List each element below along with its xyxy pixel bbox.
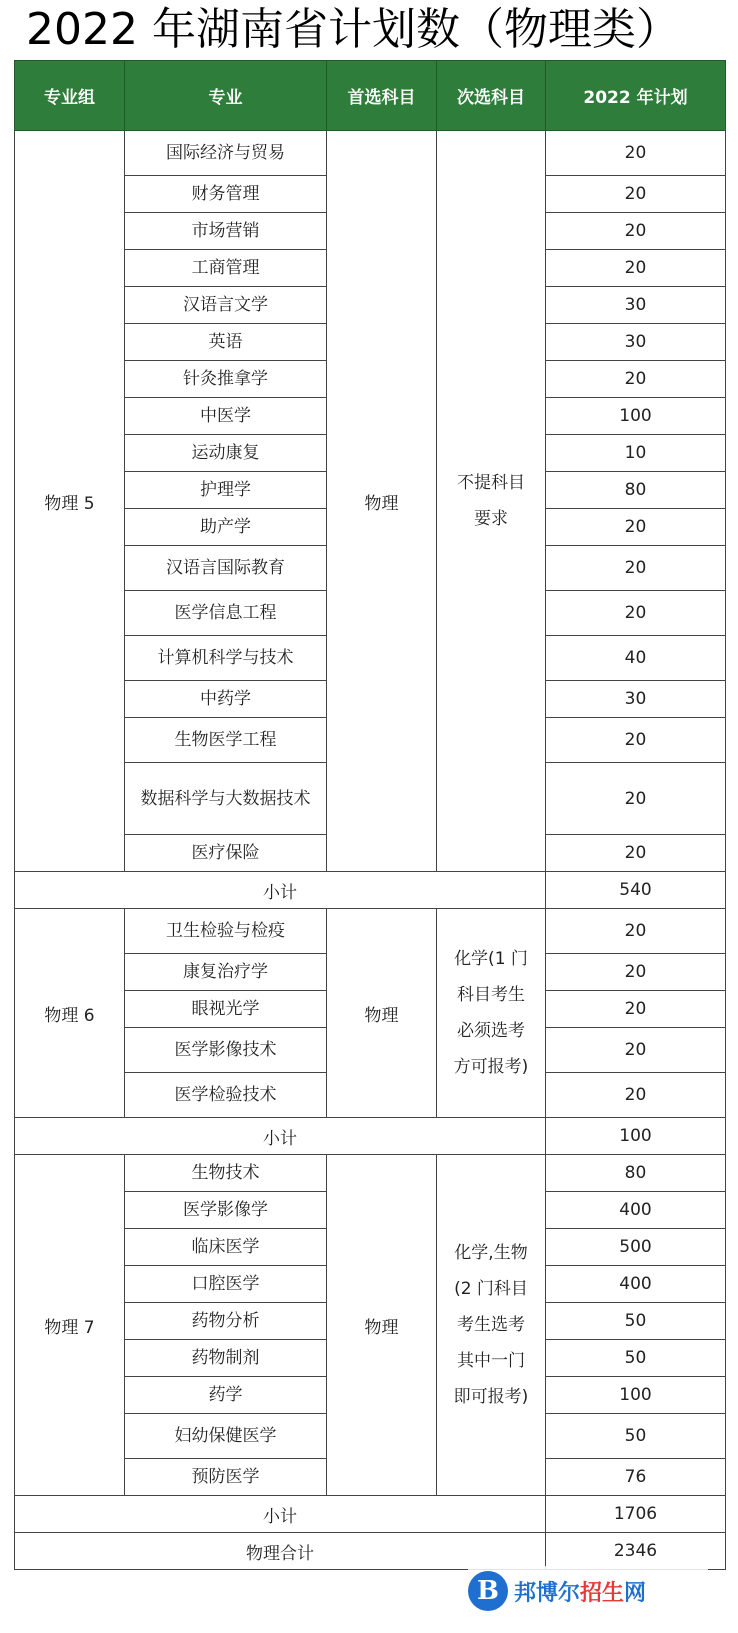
major-name: 财务管理 xyxy=(125,176,327,213)
plan-count: 20 xyxy=(546,509,726,546)
major-name: 市场营销 xyxy=(125,213,327,250)
first-subject: 物理 xyxy=(327,1155,437,1496)
plan-count: 30 xyxy=(546,287,726,324)
major-name: 药物分析 xyxy=(125,1303,327,1340)
major-name: 计算机科学与技术 xyxy=(125,636,327,681)
plan-count: 80 xyxy=(546,472,726,509)
second-subject-line: 即可报考) xyxy=(453,1387,529,1407)
second-subject-line: 其中一门 xyxy=(457,1351,525,1371)
plan-count: 400 xyxy=(546,1266,726,1303)
plan-count: 100 xyxy=(546,1377,726,1414)
group-name: 物理 5 xyxy=(15,131,125,872)
plan-count: 50 xyxy=(546,1303,726,1340)
subtotal-value: 100 xyxy=(546,1118,726,1155)
plan-count: 20 xyxy=(546,176,726,213)
major-name: 医疗保险 xyxy=(125,835,327,872)
major-name: 助产学 xyxy=(125,509,327,546)
major-name: 卫生检验与检疫 xyxy=(125,909,327,954)
major-name: 汉语言文学 xyxy=(125,287,327,324)
plan-count: 400 xyxy=(546,1192,726,1229)
second-subject xyxy=(437,1155,546,1496)
major-name: 预防医学 xyxy=(125,1459,327,1496)
plan-count: 20 xyxy=(546,718,726,763)
plan-count: 20 xyxy=(546,954,726,991)
subtotal-label: 小计 xyxy=(15,1118,546,1155)
major-name: 生物技术 xyxy=(125,1155,327,1192)
second-subject-line: 不提科目 xyxy=(457,473,525,493)
first-subject: 物理 xyxy=(327,131,437,872)
subtotal-row xyxy=(15,872,726,909)
major-name: 医学检验技术 xyxy=(125,1073,327,1118)
group-name: 物理 6 xyxy=(15,909,125,1118)
second-subject xyxy=(437,131,546,872)
second-subject-line: 方可报考) xyxy=(453,1057,529,1077)
watermark xyxy=(468,1566,708,1616)
major-name: 数据科学与大数据技术 xyxy=(125,763,327,835)
major-name: 汉语言国际教育 xyxy=(125,546,327,591)
page-title: 2022 年湖南省计划数（物理类） xyxy=(26,4,680,55)
major-name: 药物制剂 xyxy=(125,1340,327,1377)
major-name: 国际经济与贸易 xyxy=(125,131,327,176)
major-name: 妇幼保健医学 xyxy=(125,1414,327,1459)
plan-count: 20 xyxy=(546,1028,726,1073)
plan-count: 50 xyxy=(546,1340,726,1377)
subtotal-value: 540 xyxy=(546,872,726,909)
watermark-text: 邦博尔招生网 xyxy=(514,1580,647,1606)
second-subject-line: (2 门科目 xyxy=(454,1279,528,1299)
major-name: 康复治疗学 xyxy=(125,954,327,991)
table-row xyxy=(15,1155,726,1192)
plan-count: 40 xyxy=(546,636,726,681)
plan-count: 80 xyxy=(546,1155,726,1192)
second-subject-line: 化学,生物 xyxy=(454,1243,528,1263)
header-group: 专业组 xyxy=(15,61,125,131)
plan-count: 30 xyxy=(546,324,726,361)
second-subject-line: 化学(1 门 xyxy=(454,949,528,969)
first-subject: 物理 xyxy=(327,909,437,1118)
total-label: 物理合计 xyxy=(15,1533,546,1570)
plan-table xyxy=(14,60,726,1570)
major-name: 药学 xyxy=(125,1377,327,1414)
plan-count: 20 xyxy=(546,361,726,398)
plan-count: 100 xyxy=(546,398,726,435)
major-name: 英语 xyxy=(125,324,327,361)
major-name: 中药学 xyxy=(125,681,327,718)
header-plan: 2022 年计划 xyxy=(546,61,726,131)
total-value: 2346 xyxy=(546,1533,726,1570)
second-subject xyxy=(437,909,546,1118)
subtotal-label: 小计 xyxy=(15,872,546,909)
major-name: 护理学 xyxy=(125,472,327,509)
major-name: 口腔医学 xyxy=(125,1266,327,1303)
plan-count: 20 xyxy=(546,213,726,250)
subtotal-row xyxy=(15,1118,726,1155)
group-name: 物理 7 xyxy=(15,1155,125,1496)
major-name: 医学影像技术 xyxy=(125,1028,327,1073)
plan-count: 20 xyxy=(546,591,726,636)
plan-count: 20 xyxy=(546,991,726,1028)
major-name: 眼视光学 xyxy=(125,991,327,1028)
plan-count: 30 xyxy=(546,681,726,718)
major-name: 针灸推拿学 xyxy=(125,361,327,398)
major-name: 生物医学工程 xyxy=(125,718,327,763)
subtotal-row xyxy=(15,1496,726,1533)
subtotal-label: 小计 xyxy=(15,1496,546,1533)
plan-count: 20 xyxy=(546,131,726,176)
major-name: 工商管理 xyxy=(125,250,327,287)
table-row xyxy=(15,131,726,176)
plan-count: 20 xyxy=(546,250,726,287)
plan-count: 20 xyxy=(546,909,726,954)
second-subject-line: 要求 xyxy=(474,509,508,529)
plan-count: 20 xyxy=(546,763,726,835)
table-header-row xyxy=(15,61,726,131)
plan-count: 500 xyxy=(546,1229,726,1266)
plan-count: 20 xyxy=(546,546,726,591)
table-body xyxy=(15,131,726,1570)
header-second-subject: 次选科目 xyxy=(437,61,546,131)
plan-count: 76 xyxy=(546,1459,726,1496)
header-major: 专业 xyxy=(125,61,327,131)
second-subject-line: 科目考生 xyxy=(457,985,525,1005)
header-first-subject: 首选科目 xyxy=(327,61,437,131)
plan-count: 20 xyxy=(546,835,726,872)
plan-count: 10 xyxy=(546,435,726,472)
second-subject-line: 考生选考 xyxy=(457,1315,525,1335)
major-name: 临床医学 xyxy=(125,1229,327,1266)
plan-count: 50 xyxy=(546,1414,726,1459)
major-name: 医学信息工程 xyxy=(125,591,327,636)
major-name: 医学影像学 xyxy=(125,1192,327,1229)
major-name: 中医学 xyxy=(125,398,327,435)
major-name: 运动康复 xyxy=(125,435,327,472)
total-row xyxy=(15,1533,726,1570)
table-row xyxy=(15,909,726,954)
plan-count: 20 xyxy=(546,1073,726,1118)
watermark-logo-icon: B xyxy=(468,1571,508,1611)
second-subject-line: 必须选考 xyxy=(457,1021,525,1041)
subtotal-value: 1706 xyxy=(546,1496,726,1533)
